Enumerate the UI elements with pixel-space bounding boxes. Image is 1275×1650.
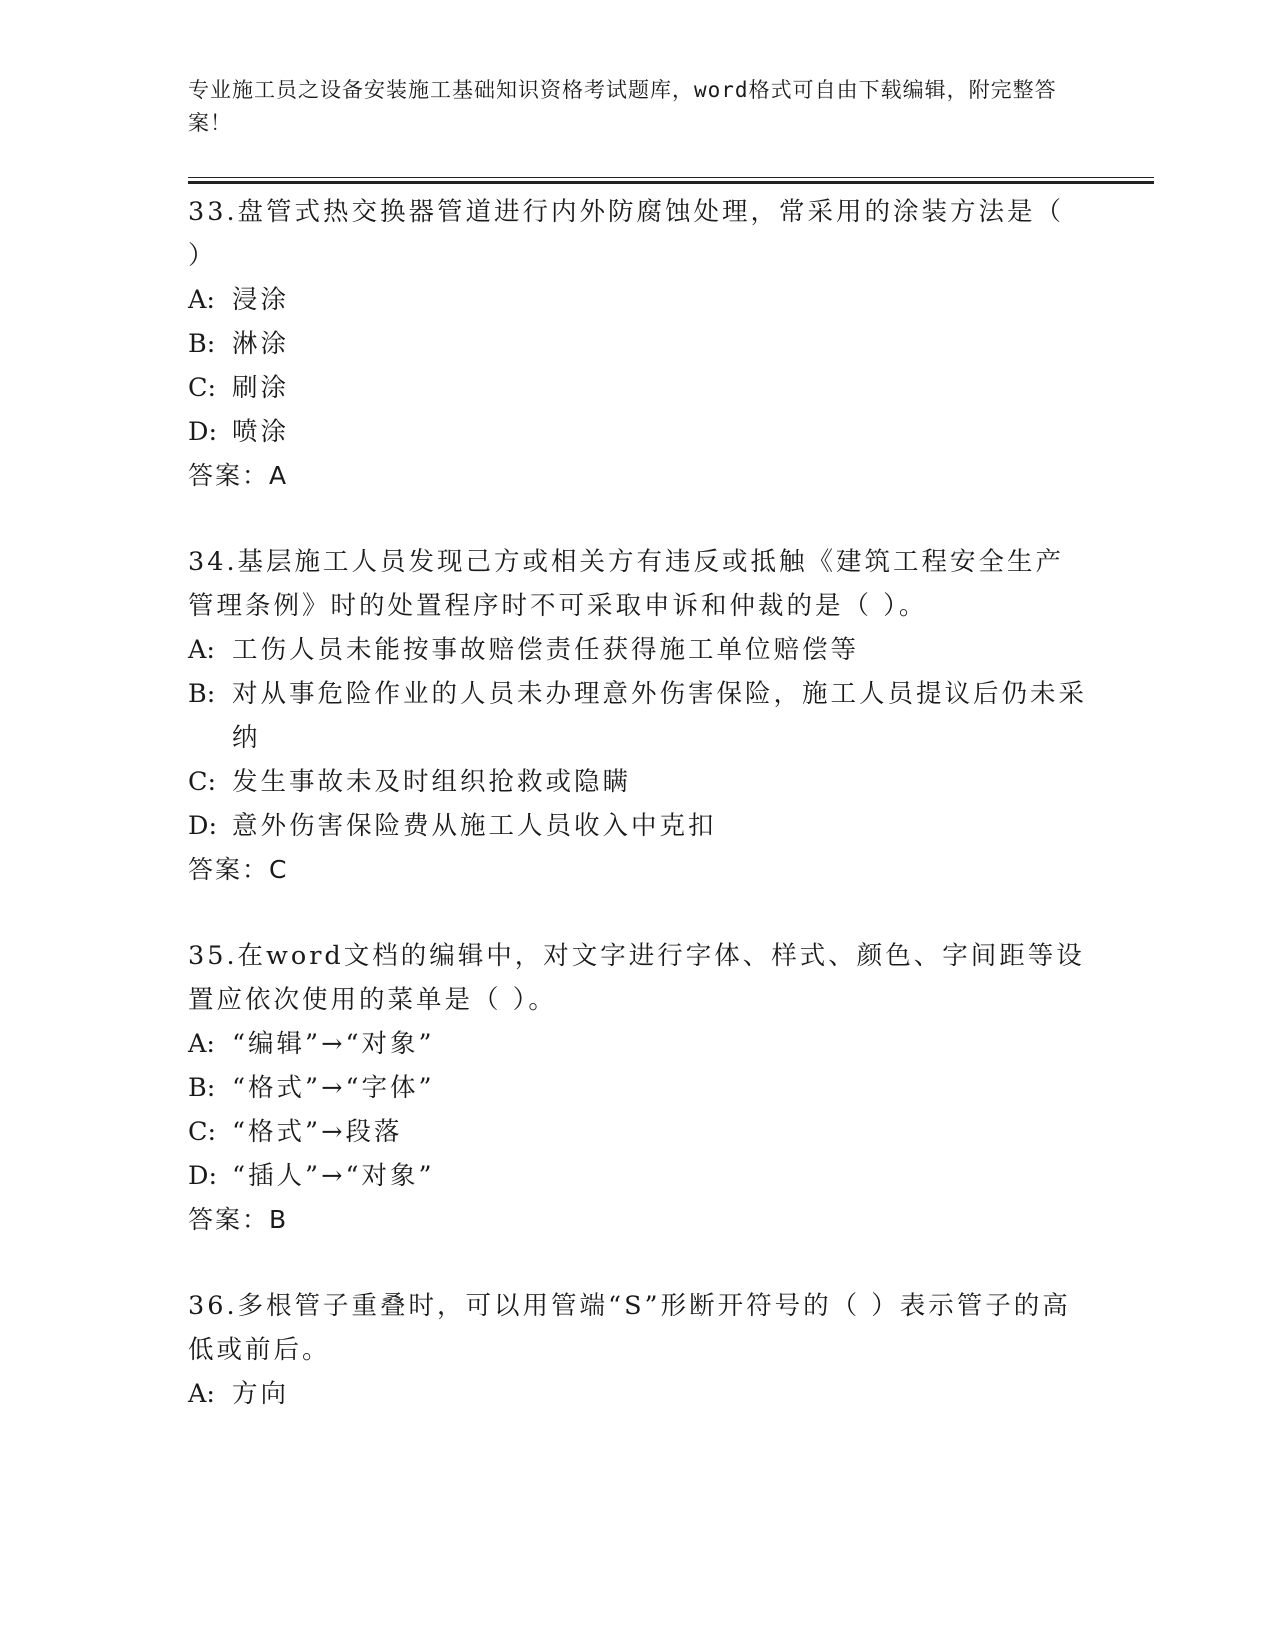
option-a (188, 1022, 1088, 1066)
document-header: 专业施工员之设备安装施工基础知识资格考试题库，word格式可自由下载编辑，附完整答案！ (188, 78, 1057, 135)
question-36 (188, 1284, 1088, 1416)
header-divider-thin (188, 177, 1154, 178)
option-label: A: (188, 285, 216, 315)
option-text: 对从事危险作业的人员未办理意外伤害保险，施工人员提议后仍未采纳 (232, 679, 1088, 753)
option-b (188, 1066, 1088, 1110)
option-text: 工伤人员未能按事故赔偿责任获得施工单位赔偿等 (232, 635, 860, 665)
option-a (188, 278, 1088, 322)
option-d (188, 410, 1088, 454)
option-text: 喷涂 (232, 417, 290, 447)
option-label: C: (188, 373, 217, 403)
option-b (188, 322, 1088, 366)
question-list (188, 190, 1088, 1458)
question-stem: 36.多根管子重叠时，可以用管端“S”形断开符号的（ ）表示管子的高低或前后。 (188, 1291, 1071, 1365)
option-label: A: (188, 635, 216, 665)
option-text: 方向 (232, 1379, 290, 1409)
option-text: “格式”→“字体” (232, 1073, 435, 1103)
option-label: C: (188, 767, 217, 797)
option-label: D: (188, 1161, 218, 1191)
option-label: C: (188, 1117, 217, 1147)
option-d (188, 1154, 1088, 1198)
answer-line: 答案：A (188, 461, 289, 490)
question-35 (188, 934, 1088, 1242)
question-34 (188, 540, 1088, 892)
answer-line: 答案：C (188, 855, 289, 884)
option-c (188, 760, 1088, 804)
option-label: D: (188, 811, 218, 841)
option-text: 意外伤害保险费从施工人员收入中克扣 (232, 811, 717, 841)
option-text: 浸涂 (232, 285, 290, 315)
question-stem: 33.盘管式热交换器管道进行内外防腐蚀处理，常采用的涂装方法是（ ） (188, 197, 1065, 271)
option-a (188, 628, 1088, 672)
answer-line: 答案：B (188, 1205, 289, 1234)
option-label: D: (188, 417, 218, 447)
header-divider-thick (188, 181, 1154, 184)
option-c (188, 1110, 1088, 1154)
option-d (188, 804, 1088, 848)
option-c (188, 366, 1088, 410)
option-label: B: (188, 679, 216, 709)
option-text: 发生事故未及时组织抢救或隐瞒 (232, 767, 632, 797)
option-a (188, 1372, 1088, 1416)
option-text: “编辑”→“对象” (232, 1029, 435, 1059)
option-label: A: (188, 1379, 216, 1409)
question-stem: 34.基层施工人员发现己方或相关方有违反或抵触《建筑工程安全生产管理条例》时的处置程序时不可采取申诉和仲裁的是（ ）。 (188, 547, 1065, 621)
option-label: A: (188, 1029, 216, 1059)
question-stem: 35.在word文档的编辑中，对文字进行字体、样式、颜色、字间距等设置应依次使用的菜单是（ ）。 (188, 941, 1085, 1015)
option-label: B: (188, 1073, 216, 1103)
question-33 (188, 190, 1088, 498)
option-text: “插人”→“对象” (232, 1161, 435, 1191)
option-label: B: (188, 329, 216, 359)
option-b (188, 672, 1088, 760)
option-text: 淋涂 (232, 329, 290, 359)
option-text: 刷涂 (232, 373, 290, 403)
option-text: “格式”→段落 (232, 1117, 403, 1147)
